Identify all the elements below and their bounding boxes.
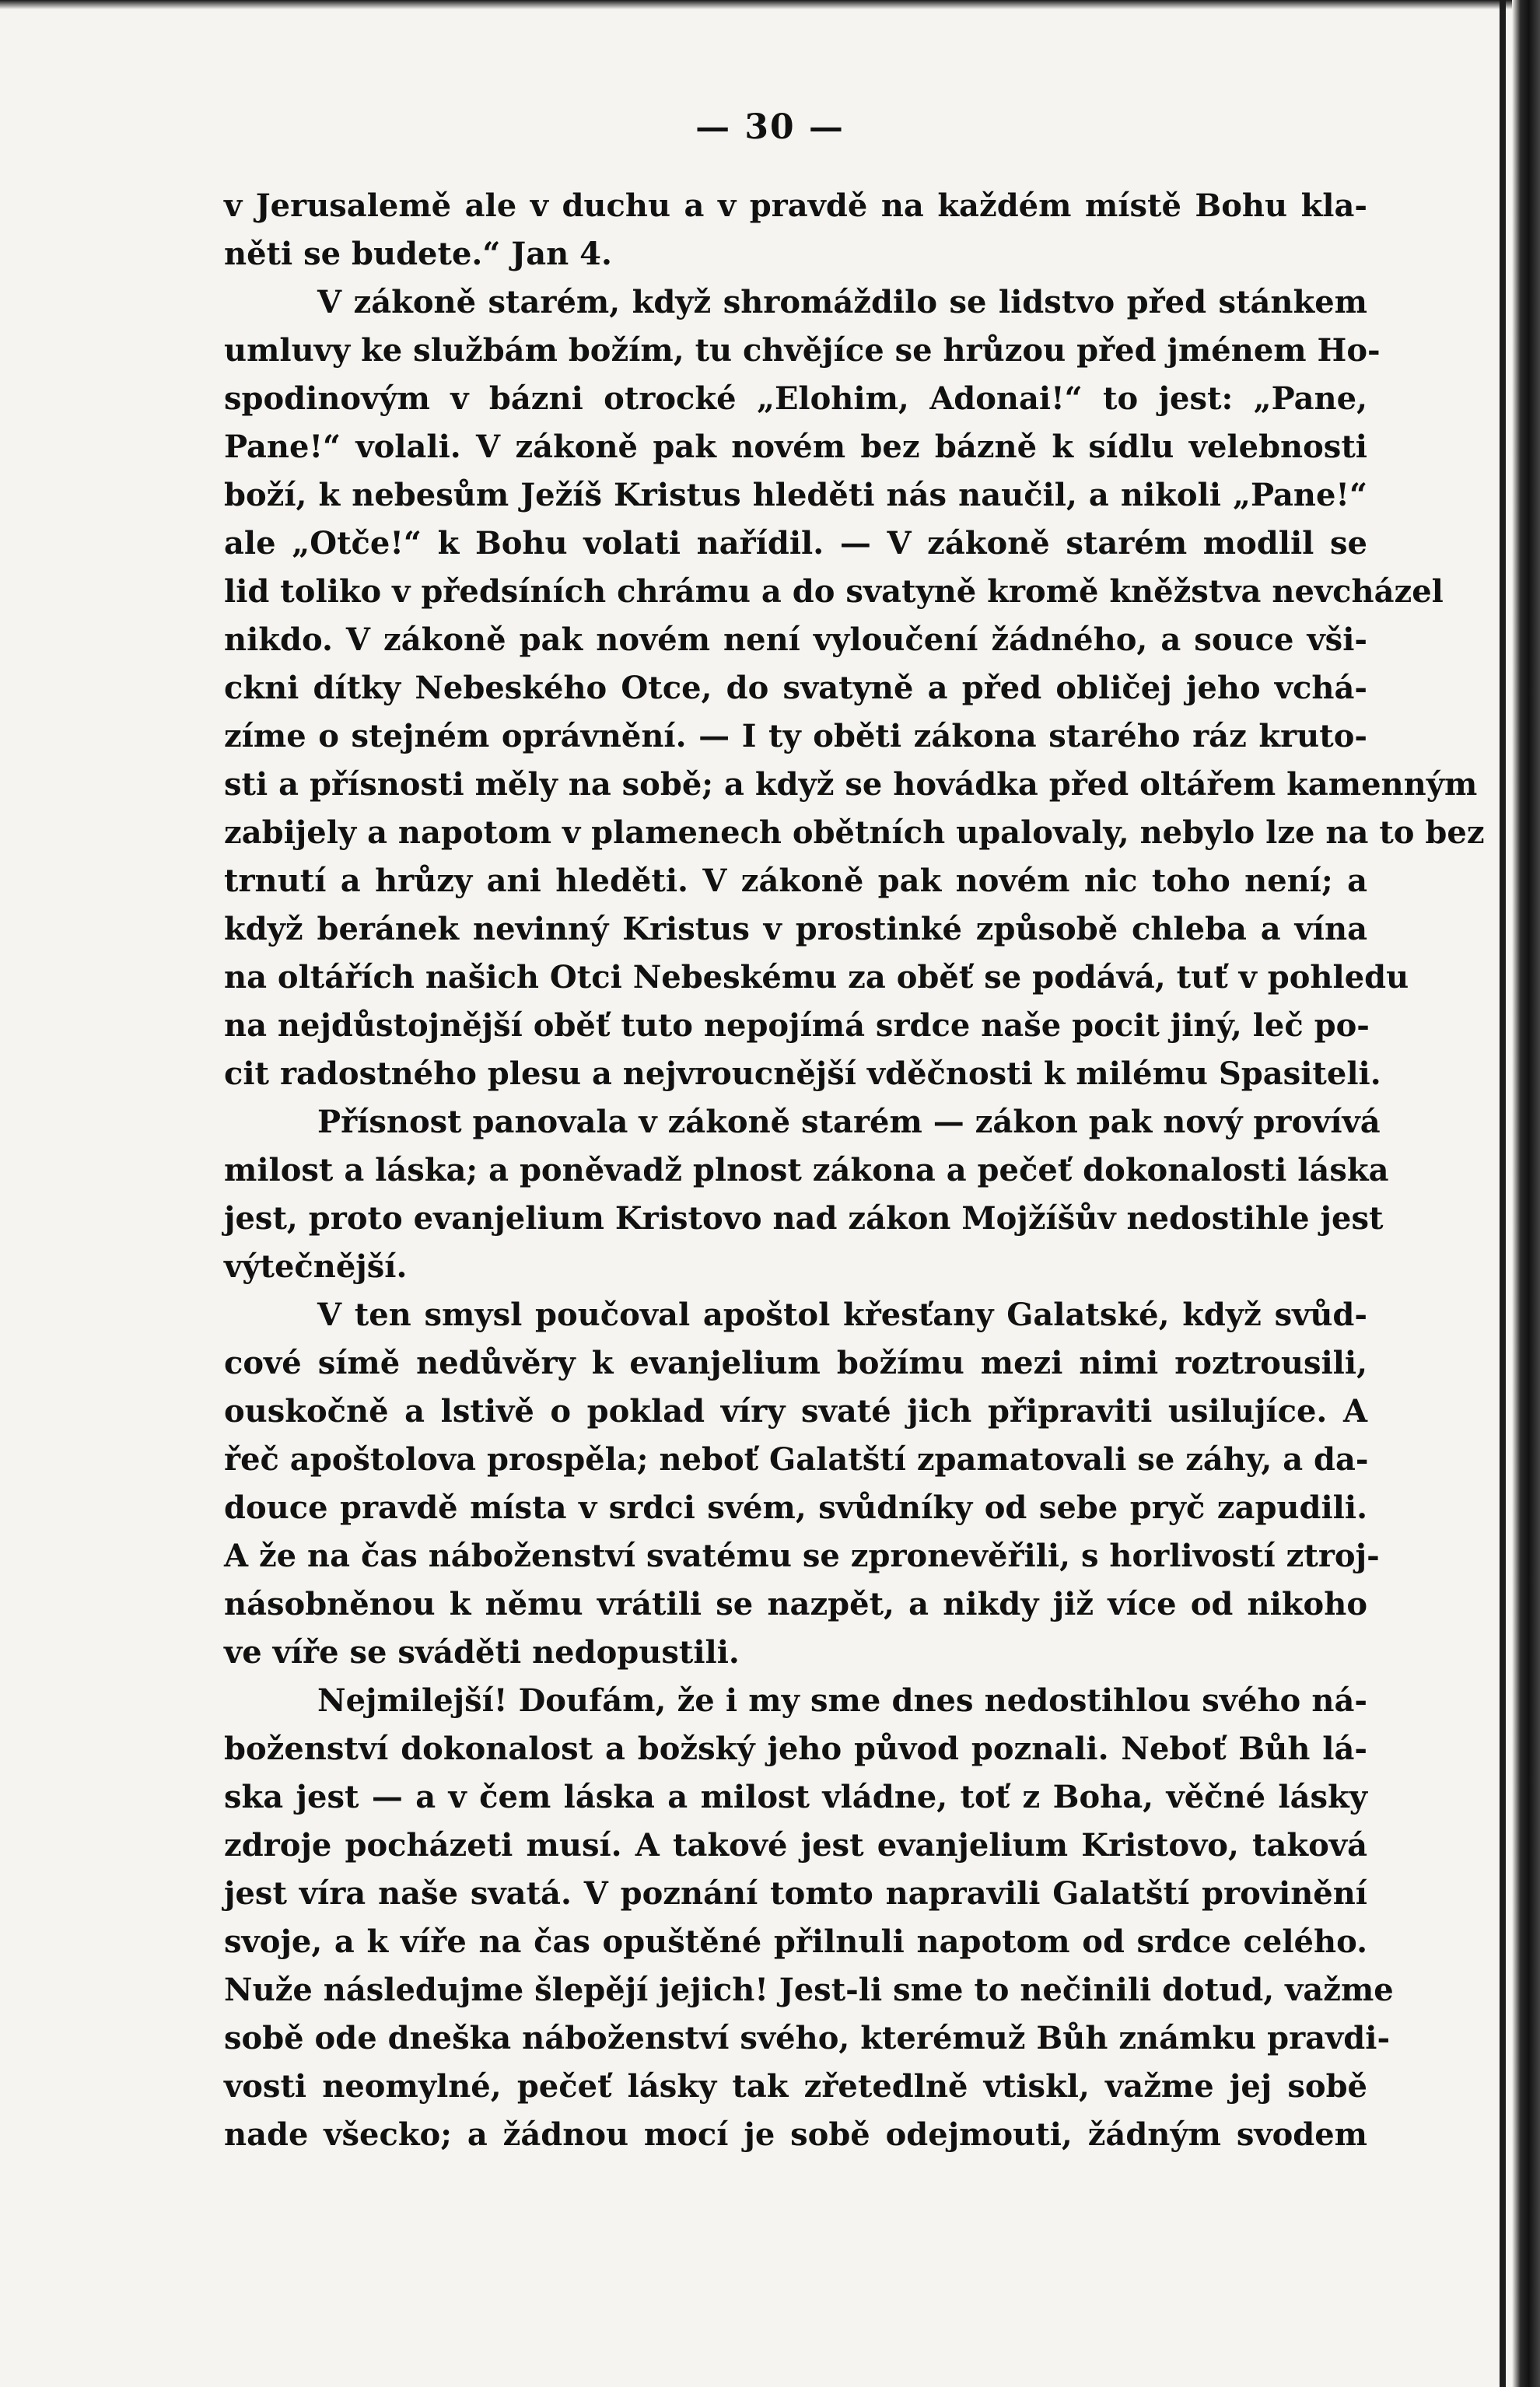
text-line: ve víře se sváděti nedopustili. (224, 1634, 740, 1671)
text-line: trnutí a hrůzy ani hleděti. V zákoně pak novém nic toho není; a (224, 863, 1367, 899)
text-line: řeč apoštolova prospěla; neboť Galatští zpamatovali se záhy, a da- (224, 1441, 1369, 1478)
text-line: zabijely a napotom v plamenech obětních upalovaly, nebylo lze na to bez (224, 814, 1485, 851)
text-line: na nejdůstojnější oběť tuto nepojímá srdce naše pocit jiný, leč po- (224, 1007, 1370, 1044)
text-line: Nuže následujme šlepějí jejich! Jest-li sme to nečinili dotud, važme (224, 1972, 1394, 2008)
text-line: A že na čas náboženství svatému se zpronevěřili, s horlivostí ztroj- (224, 1538, 1380, 1574)
page-right-edge (1512, 0, 1540, 2387)
text-line: vosti neomylné, pečeť lásky tak zřetedlně vtiskl, važme jej sobě (224, 2068, 1367, 2105)
text-line: Pane!“ volali. V zákoně pak novém bez bázně k sídlu velebnosti (224, 429, 1367, 465)
text-line: na oltářích našich Otci Nebeskému za oběť se podává, tuť v pohledu (224, 959, 1409, 996)
text-line: ckni dítky Nebeského Otce, do svatyně a před obličej jeho vchá- (224, 670, 1367, 706)
text-line: Nejmilejší! Doufám, že i my sme dnes nedostihlou svého ná- (317, 1682, 1367, 1719)
body-text (224, 182, 1485, 2159)
text-line: zíme o stejném oprávnění. — I ty oběti zákona starého ráz kruto- (224, 718, 1367, 754)
text-line: jest, proto evanjelium Kristovo nad zákon Mojžíšův nedostihle jest (224, 1200, 1384, 1237)
page-top-edge (0, 0, 1540, 9)
text-line: sobě ode dneška náboženství svého, kterémuž Bůh známku pravdi- (224, 2020, 1391, 2056)
text-line: ouskočně a lstivě o poklad víry svaté jich připraviti usilujíce. A (224, 1393, 1367, 1430)
text-line: jest víra naše svatá. V poznání tomto napravili Galatští provinění (224, 1875, 1367, 1912)
text-line: ale „Otče!“ k Bohu volati nařídil. — V zákoně starém modlil se (224, 525, 1367, 562)
text-line: zdroje pocházeti musí. A takové jest evanjelium Kristovo, taková (224, 1827, 1367, 1864)
text-line: když beránek nevinný Kristus v prostinké způsobě chleba a vína (224, 911, 1367, 947)
text-line: lid toliko v předsíních chrámu a do svatyně kromě kněžstva nevcházel (224, 573, 1444, 610)
text-line: nade všecko; a žádnou mocí je sobě odejmouti, žádným svodem (224, 2116, 1367, 2153)
text-line: milost a láska; a poněvadž plnost zákona a pečeť dokonalosti láska (224, 1152, 1389, 1188)
text-line: Přísnost panovala v zákoně starém — zákon pak nový provívá (317, 1104, 1381, 1140)
text-line: výtečnější. (224, 1248, 408, 1285)
text-line: v Jerusalemě ale v duchu a v pravdě na každém místě Bohu kla- (224, 187, 1367, 224)
text-line: V zákoně starém, když shromáždilo se lidstvo před stánkem (317, 284, 1367, 320)
text-line: V ten smysl poučoval apoštol křesťany Galatské, když svůd- (317, 1297, 1367, 1333)
text-line: sti a přísnosti měly na sobě; a když se hovádka před oltářem kamenným (224, 766, 1478, 803)
text-line: spodinovým v bázni otrocké „Elohim, Adonai!“ to jest: „Pane, (224, 380, 1367, 417)
text-line: násobněnou k němu vrátili se nazpět, a nikdy již více od nikoho (224, 1586, 1367, 1622)
text-line: něti se budete.“ Jan 4. (224, 236, 612, 272)
text-line: ska jest — a v čem láska a milost vládne, toť z Boha, věčné lásky (224, 1779, 1367, 1815)
page-number: — 30 — (695, 107, 845, 147)
text-line: cové símě nedůvěry k evanjelium božímu mezi nimi roztrousili, (224, 1345, 1367, 1381)
text-line: umluvy ke službám božím, tu chvějíce se hrůzou před jménem Ho- (224, 332, 1381, 369)
text-line: boženství dokonalost a božský jeho původ poznali. Neboť Bůh lá- (224, 1731, 1367, 1767)
text-line: svoje, a k víře na čas opuštěné přilnuli napotom od srdce celého. (224, 1923, 1367, 1960)
page-binding-shadow (1500, 0, 1506, 2387)
text-line: nikdo. V zákoně pak novém není vyloučení žádného, a souce vši- (224, 621, 1367, 658)
text-line: boží, k nebesům Ježíš Kristus hleděti nás naučil, a nikoli „Pane!“ (224, 477, 1367, 513)
text-line: douce pravdě místa v srdci svém, svůdníky od sebe pryč zapudili. (224, 1489, 1367, 1526)
text-line: cit radostného plesu a nejvroucnější vděčnosti k milému Spasiteli. (224, 1055, 1381, 1092)
